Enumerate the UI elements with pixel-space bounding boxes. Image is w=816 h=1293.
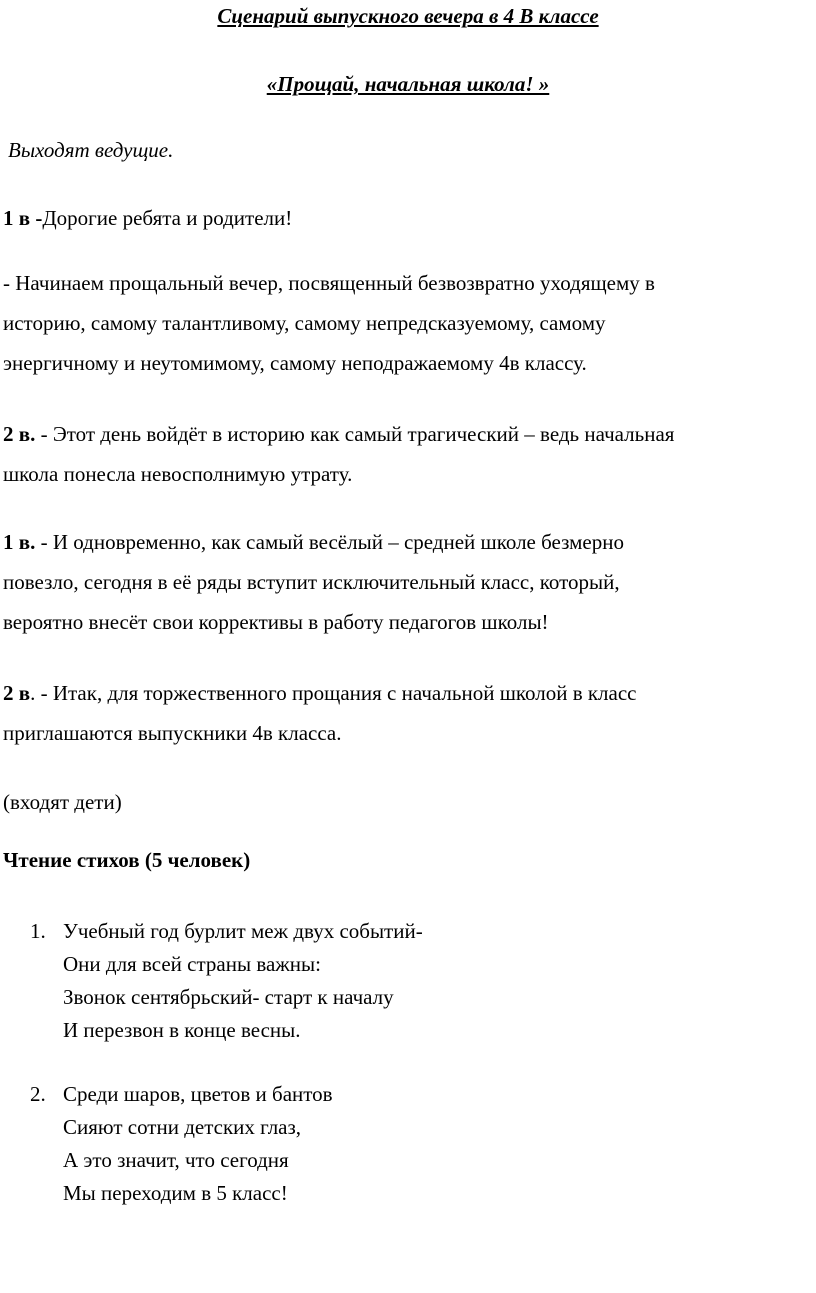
poems-heading: Чтение стихов (5 человек) [3,848,251,872]
speaker-label: 2 в [3,681,31,705]
paragraph-line: - Начинаем прощальный вечер, посвященный безвозвратно уходящему в [3,271,655,295]
poem-number: 2. [30,1082,46,1106]
paragraph-line: энергичному и неутомимому, самому неподражаемому 4в классу. [3,351,587,375]
paragraph-line: историю, самому талантливому, самому непредсказуемому, самому [3,311,606,335]
speaker-label: 1 в - [3,206,43,230]
paragraph-line [3,673,803,713]
paragraph-6 [3,782,803,822]
speaker-label: 1 в. [3,530,36,554]
paragraph-2 [3,263,803,383]
poem-2 [63,1078,333,1210]
paragraph-line: приглашаются выпускники 4в класса. [3,721,342,745]
paragraph-1 [3,198,803,238]
poem-line: Среди шаров, цветов и бантов [63,1082,333,1106]
poem-line: Учебный год бурлит меж двух событий- [63,919,423,943]
paragraph-3 [3,414,803,494]
poem-1 [63,915,423,1047]
paragraph-line: повезло, сегодня в её ряды вступит исключительный класс, который, [3,570,620,594]
speaker-label: 2 в. [3,422,36,446]
stage-direction: Выходят ведущие. [8,138,174,162]
poem-line: Мы переходим в 5 класс! [63,1181,288,1205]
poem-line: Сияют сотни детских глаз, [63,1115,302,1139]
paragraph-text: - И одновременно, как самый весёлый – средней школе безмерно [35,530,624,554]
document-title: Сценарий выпускного вечера в 4 В классе [217,4,599,28]
paragraph-line [3,414,803,454]
paragraph-text: . - Итак, для торжественного прощания с начальной школой в класс [30,681,637,705]
poem-line: А это значит, что сегодня [63,1148,289,1172]
poem-number: 1. [30,919,46,943]
paragraph-text: Дорогие ребята и родители! [42,206,293,230]
poem-line: Звонок сентябрьский- старт к началу [63,985,394,1009]
paragraph-text: (входят дети) [3,790,122,814]
paragraph-text: - Этот день войдёт в историю как самый трагический – ведь начальная [35,422,675,446]
document-subtitle: «Прощай, начальная школа! » [266,72,550,96]
poem-line: Они для всей страны важны: [63,952,321,976]
paragraph-line: вероятно внесёт свои коррективы в работу педагогов школы! [3,610,549,634]
poem-line: И перезвон в конце весны. [63,1018,301,1042]
paragraph-line [3,522,803,562]
paragraph-5 [3,673,803,753]
paragraph-line: школа понесла невосполнимую утрату. [3,462,353,486]
paragraph-4 [3,522,803,642]
